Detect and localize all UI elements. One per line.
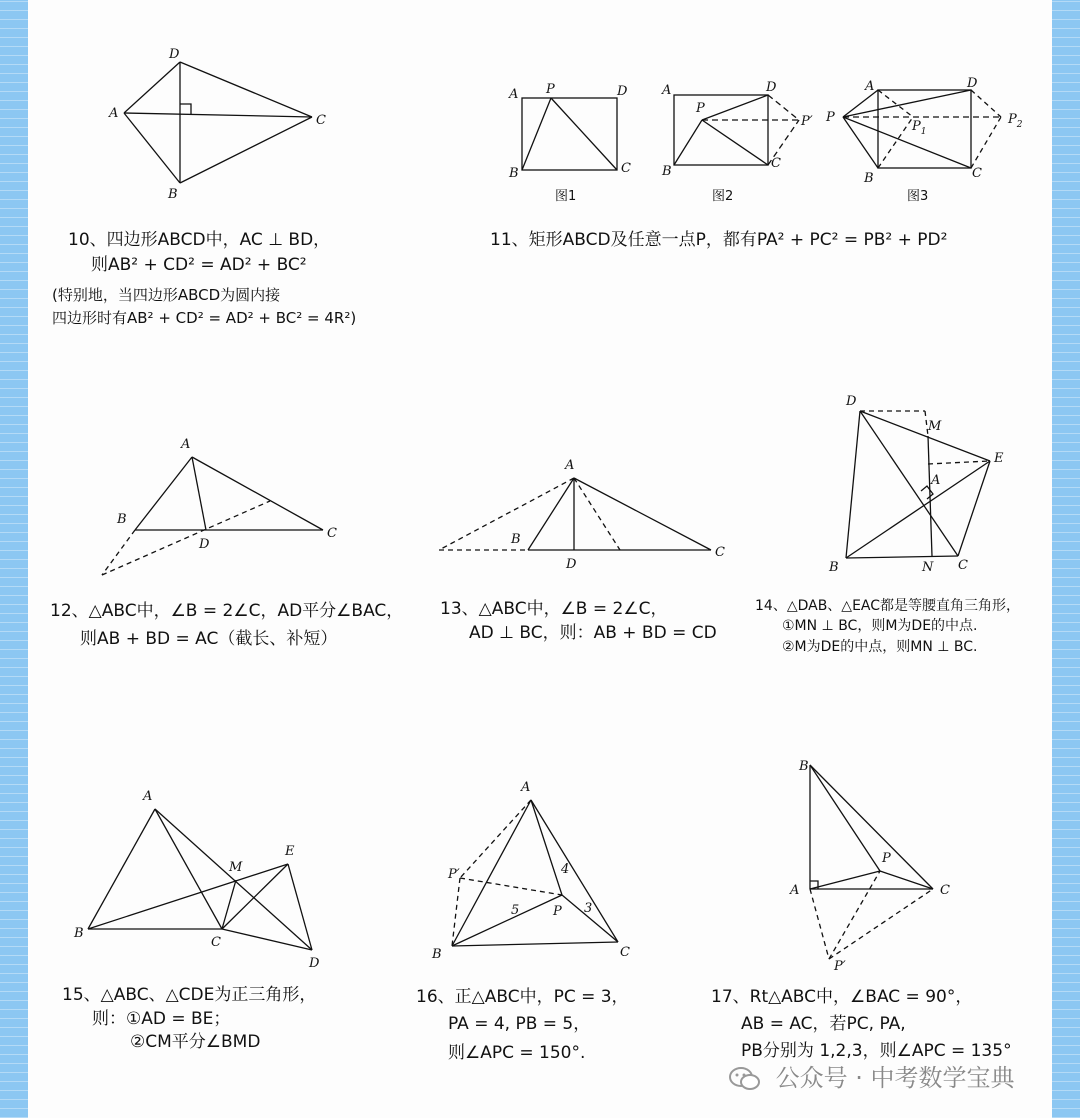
label-P: P (696, 101, 705, 116)
label-A: A (931, 473, 941, 488)
label-D: D (846, 394, 857, 409)
label-D: D (617, 84, 628, 99)
figure-17 (789, 759, 950, 974)
item-14-line-2: ①MN ⊥ BC，则M为DE的中点. (782, 618, 978, 634)
label-C: C (771, 156, 781, 171)
item-16-line-3: 则∠APC = 150°. (448, 1043, 586, 1063)
label-B: B (117, 512, 127, 527)
item-11-line-1: 11、矩形ABCD及任意一点P，都有PA² + PC² = PB² + PD² (490, 230, 948, 250)
figure-10 (108, 47, 326, 202)
item-16-line-2: PA = 4, PB = 5， (448, 1014, 591, 1034)
label-P: P (826, 110, 835, 125)
item-14-line-3: ②M为DE的中点，则MN ⊥ BC. (782, 639, 978, 655)
label-B: B (511, 532, 521, 547)
label-D: D (566, 557, 577, 572)
label-C: C (972, 166, 982, 181)
label-5: 5 (511, 903, 520, 918)
label-A: A (181, 437, 191, 452)
label-C: C (621, 161, 631, 176)
label-B: B (432, 947, 442, 962)
item-10-line-4: 四边形时有AB² + CD² = AD² + BC² = 4R²) (52, 309, 357, 327)
label-D: D (309, 956, 320, 971)
caption-fig2: 图2 (712, 189, 734, 204)
label-P2: $P_2$ (1008, 112, 1023, 130)
label-A: A (790, 883, 800, 898)
label-B: B (864, 171, 874, 186)
label-P-prime: P′ (448, 867, 460, 882)
item-12-line-2: 则AB + BD = AC（截长、补短） (80, 629, 338, 649)
label-C: C (211, 935, 221, 950)
item-13-line-2: AD ⊥ BC，则：AB + BD = CD (469, 623, 717, 643)
figure-15 (73, 789, 320, 971)
label-C: C (940, 883, 950, 898)
item-17-line-2: AB = AC，若PC, PA, (741, 1014, 906, 1034)
label-C: C (316, 113, 326, 128)
item-15-line-2: 则：①AD = BE； (92, 1009, 231, 1029)
document-page (28, 0, 1052, 1118)
item-10-line-1: 10、四边形ABCD中，AC ⊥ BD， (68, 230, 331, 250)
label-D: D (967, 76, 978, 91)
figure-11-diagram-3 (825, 76, 1023, 204)
label-A: A (521, 780, 531, 795)
label-A: A (565, 458, 575, 473)
label-A: A (662, 83, 672, 98)
figure-13 (439, 458, 725, 572)
left-border (0, 0, 28, 1118)
label-C: C (620, 945, 630, 960)
wechat-icon (728, 1066, 762, 1092)
item-10-line-2: 则AB² + CD² = AD² + BC² (91, 255, 307, 275)
label-P: P (546, 82, 555, 97)
label-M: M (928, 419, 942, 434)
caption-fig1: 图1 (555, 189, 577, 204)
watermark (728, 1058, 1015, 1093)
label-B: B (509, 166, 519, 181)
label-D: D (169, 47, 180, 62)
label-C: C (958, 558, 968, 573)
label-B: B (74, 926, 84, 941)
label-B: B (168, 187, 178, 202)
label-B: B (829, 560, 839, 575)
label-M: M (229, 860, 243, 875)
label-D: D (199, 537, 210, 552)
label-A: A (143, 789, 153, 804)
right-border (1052, 0, 1080, 1118)
label-B: B (662, 164, 672, 179)
item-14-line-1: 14、△DAB、△EAC都是等腰直角三角形， (755, 598, 1021, 614)
label-D: D (766, 80, 777, 95)
label-3: 3 (584, 901, 593, 916)
item-15-line-3: ②CM平分∠BMD (130, 1032, 261, 1052)
label-P-prime: P′ (801, 114, 813, 129)
label-P: P (553, 904, 562, 919)
label-A: A (865, 79, 875, 94)
label-P-prime: P′ (834, 959, 846, 974)
label-B: B (799, 759, 809, 774)
label-4: 4 (561, 862, 570, 877)
item-15-line-1: 15、△ABC、△CDE为正三角形， (62, 985, 317, 1005)
label-P1: $P_1$ (912, 119, 927, 137)
figure-12 (102, 437, 337, 575)
label-P: P (882, 851, 891, 866)
label-A: A (109, 106, 119, 121)
label-C: C (715, 545, 725, 560)
watermark-text: 公众号 · 中考数学宝典 (775, 1064, 1015, 1092)
label-C: C (327, 526, 337, 541)
label-E: E (994, 451, 1004, 466)
item-10-line-3: (特别地，当四边形ABCD为圆内接 (52, 286, 281, 304)
label-A: A (509, 87, 519, 102)
figure-16 (431, 780, 630, 962)
item-13-line-1: 13、△ABC中，∠B = 2∠C， (440, 599, 668, 619)
figure-11-diagram-1 (508, 82, 631, 204)
item-12-line-1: 12、△ABC中，∠B = 2∠C，AD平分∠BAC， (50, 601, 404, 621)
item-17-line-3: PB分别为 1,2,3，则∠APC = 135° (741, 1041, 1012, 1061)
figure-11-diagram-2 (661, 80, 813, 204)
figure-14 (828, 394, 1004, 575)
figures-canvas (28, 0, 1052, 1118)
item-17-line-1: 17、Rt△ABC中，∠BAC = 90°， (711, 987, 973, 1007)
item-16-line-1: 16、正△ABC中，PC = 3， (416, 987, 629, 1007)
label-E: E (285, 844, 295, 859)
label-N: N (922, 560, 934, 575)
caption-fig3: 图3 (907, 189, 929, 204)
